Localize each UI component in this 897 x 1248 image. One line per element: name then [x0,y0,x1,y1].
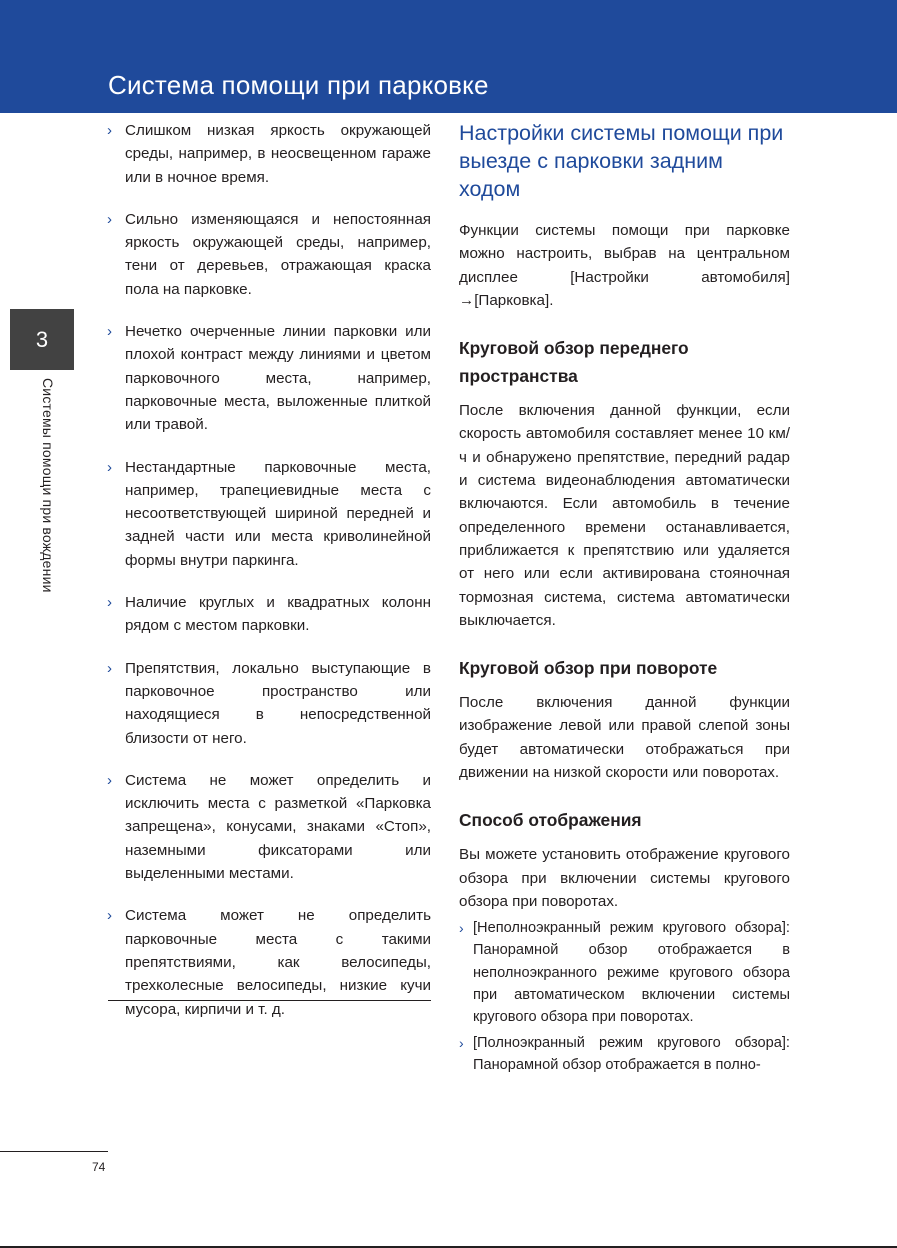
chapter-number-badge: 3 [10,309,74,370]
list-item-text: Система может не определить парковочные места с такими препятствиями, как велосипеды, трехколесные велосипеды, низкие кучи мусора, кирпичи и т. д. [125,907,431,1018]
page-number: 74 [92,1160,106,1174]
footer-divider [0,1151,108,1152]
chevron-right-icon: › [459,1035,464,1052]
list-item-text: Слишком низкая яркость окружающей среды, например, в неосвещенном гараже или в ночное время. [125,122,431,186]
intro-paragraph: Функции системы помощи при парковке можно настроить, выбрав на центральном дисплее [Настройки автомобиля] →[Парковка]. [459,222,790,309]
list-item [107,320,431,436]
chevron-right-icon: › [459,920,464,937]
list-item-text: Препятствия, локально выступающие в парковочное пространство или находящиеся в непосредственной близости от него. [125,659,431,747]
chevron-right-icon: › [107,458,112,476]
column-divider [108,1000,431,1001]
list-item [107,657,431,750]
display-mode-heading: Способ отображения [459,810,642,831]
list-item-text: Наличие круглых и квадратных колонн рядом с местом парковки. [125,594,431,635]
list-item [107,119,431,189]
chevron-right-icon: › [107,594,112,612]
list-item-text: [Неполноэкранный режим кругового обзора]: Панорамной обзор отображается в неполноэкранного режиме кругового обзора при автоматическом включении системы кругового обзора при поворотах. [473,920,790,1026]
display-mode-text: Вы можете установить отображение кругового обзора при включении системы кругового обзора при поворотах. [459,846,790,910]
chevron-right-icon: › [107,659,112,677]
list-item-text: Нестандартные парковочные места, например, трапециевидные места с несоответствующей шириной передней и задней части или места криволинейной формы внутри паркинга. [125,458,431,569]
right-column [459,119,790,1077]
list-item [107,904,431,1020]
page-title: Система помощи при парковке [108,70,489,100]
list-item-text: [Полноэкранный режим кругового обзора]: Панорамной обзор отображается в полно- [473,1035,790,1074]
list-item [459,1032,790,1076]
list-item [107,591,431,638]
chevron-right-icon: › [107,210,112,228]
list-item [459,917,790,1028]
turn-view-text: После включения данной функции изображение левой или правой слепой зоны будет автоматически отображаться при движении на низкой скорости или поворотах. [459,694,790,782]
left-column [107,119,431,1040]
chevron-right-icon: › [107,122,112,139]
list-item-text: Нечетко очерченные линии парковки или плохой контраст между линиями и цветом парковочного места, например, парковочные места, выложенные плиткой или травой. [125,323,431,434]
list-item-text: Сильно изменяющаяся и непостоянная яркость окружающей среды, например, тени от деревьев, отражающая краска пола на парковке. [125,210,431,298]
list-item-text: Система не может определить и исключить места с разметкой «Парковка запрещена», конусами, знаками «Стоп», наземными фиксаторами или выделенными местами. [125,771,431,883]
front-view-text: После включения данной функции, если скорость автомобиля составляет менее 10 км/ч и обнаружено препятствие, передний радар и система видеонаблюдения автоматически включаются. Если автомобиль в течение определенного времени останавливается, приближается к препятствию или удаляется от него или если активирована стояночная тормозная система, система автоматически выключается. [459,402,790,629]
section-title: Настройки системы помощи при выезде с парковки задним ходом [459,121,784,201]
turn-view-heading: Круговой обзор при повороте [459,658,718,679]
chevron-right-icon: › [107,323,112,341]
list-item [107,208,431,301]
chevron-right-icon: › [107,771,112,789]
list-item [107,456,431,572]
front-view-heading: Круговой обзор переднего пространства [459,338,689,387]
list-item [107,769,431,885]
page-header [0,0,897,113]
chevron-right-icon: › [107,907,112,925]
chapter-title-vertical: Системы помощи при вождении [40,378,56,593]
